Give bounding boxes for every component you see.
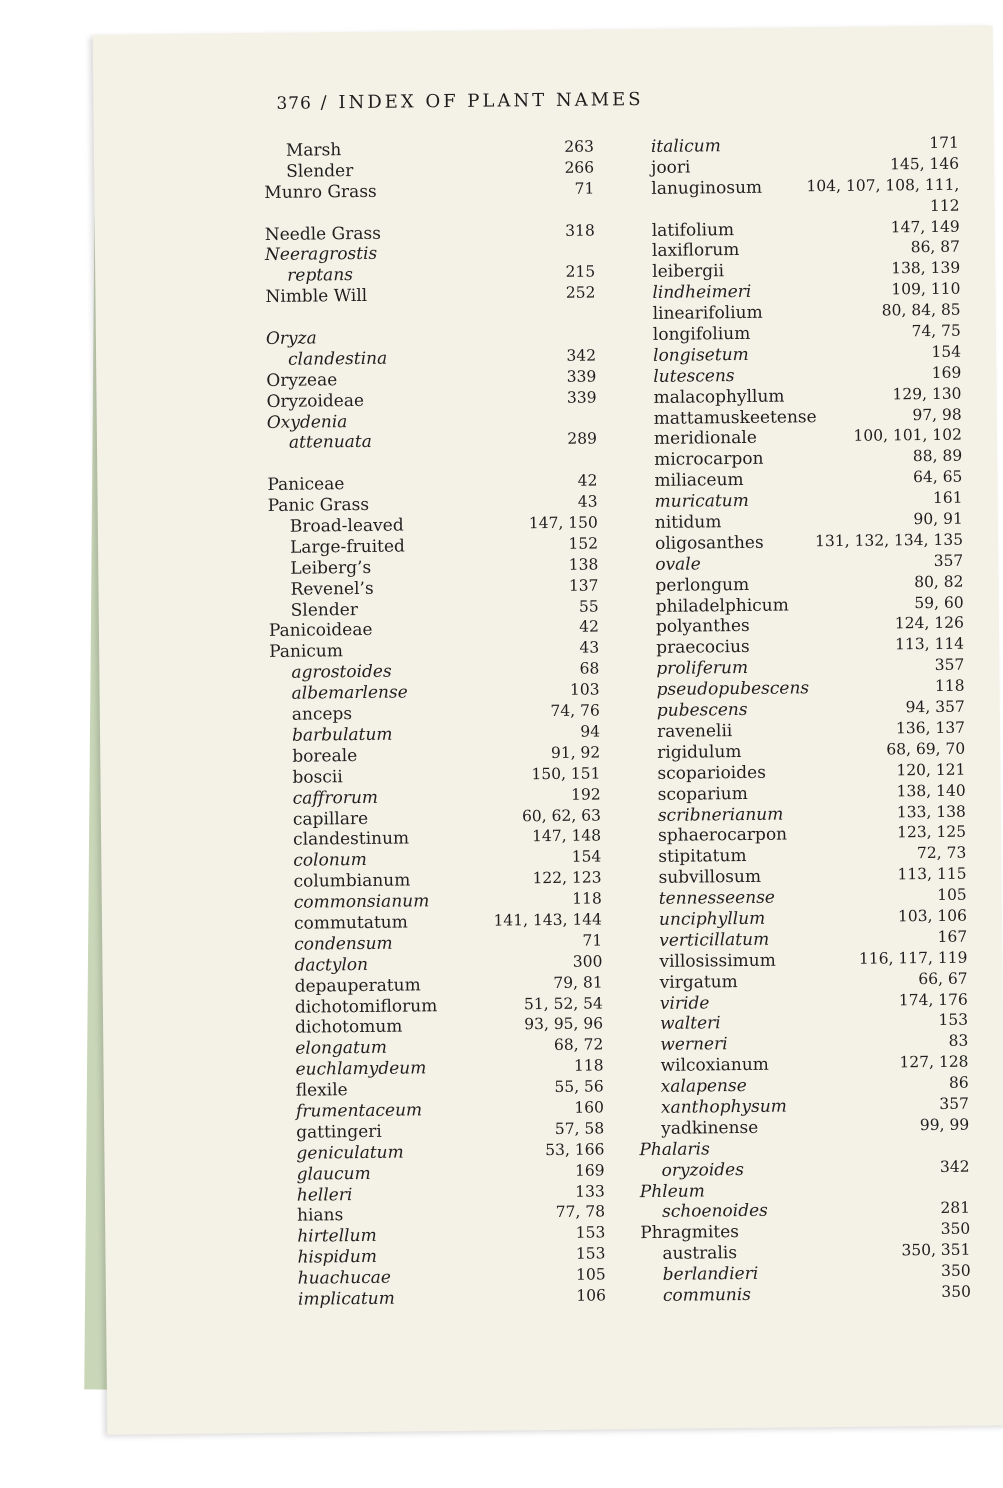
index-term: perlongum: [655, 574, 750, 596]
index-page-refs: 105: [937, 885, 967, 905]
index-term: walteri: [659, 1013, 721, 1035]
index-term: depauperatum: [294, 974, 421, 997]
index-term: lutescens: [653, 365, 735, 387]
index-term: albemarlense: [291, 682, 408, 704]
index-page-refs: 171: [929, 133, 959, 152]
index-term: pseudopubescens: [656, 678, 810, 701]
index-term: implicatum: [297, 1288, 395, 1310]
index-page-refs: 169: [931, 363, 962, 382]
index-term: longisetum: [652, 344, 749, 366]
index-term: hirtellum: [297, 1226, 377, 1247]
index-page-refs: 215: [565, 262, 596, 282]
index-term: Slender: [286, 160, 354, 182]
index-term: berlandieri: [662, 1263, 759, 1285]
index-term: Marsh: [285, 140, 342, 161]
index-page-refs: 83: [948, 1031, 969, 1051]
index-term: huachucae: [297, 1267, 392, 1289]
index-page-refs: 43: [579, 638, 600, 658]
index-page-refs: 99, 99: [919, 1115, 970, 1135]
index-term: laxiflorum: [651, 240, 740, 262]
index-page-refs: 97, 98: [912, 405, 962, 424]
index-page-refs: 192: [570, 785, 601, 804]
index-term: xalapense: [660, 1076, 747, 1097]
index-page-refs: 153: [575, 1223, 606, 1243]
index-term: reptans: [287, 265, 354, 287]
index-page-refs: 150, 151: [531, 764, 601, 783]
index-page-refs: 86: [948, 1073, 969, 1092]
index-term: oryzoides: [661, 1159, 744, 1181]
index-term: lanuginosum: [651, 177, 763, 199]
index-term: lindheimeri: [652, 282, 752, 304]
index-term: praecocius: [656, 637, 750, 659]
index-term: villosissimum: [659, 950, 776, 972]
index-page-refs: 106: [576, 1286, 607, 1305]
index-term: clandestina: [288, 348, 388, 370]
index-entry: [267, 430, 597, 454]
index-page-refs: 80, 82: [914, 572, 964, 591]
index-term: ovale: [655, 554, 701, 575]
index-page-refs: 138: [568, 555, 599, 574]
index-page-refs: 57, 58: [554, 1119, 605, 1138]
index-page-refs: 103: [569, 680, 600, 699]
index-page-refs: 252: [565, 283, 596, 303]
index-term: Slender: [290, 599, 359, 621]
page-number: 376: [276, 93, 312, 114]
index-page-refs: 300: [572, 952, 603, 971]
index-page-refs: 91, 92: [550, 743, 601, 762]
index-page-refs: 105: [576, 1265, 606, 1284]
index-page-refs: 113, 115: [897, 864, 967, 884]
index-page-refs: 116, 117, 119: [858, 948, 968, 968]
page-title: INDEX OF PLANT NAMES: [338, 88, 644, 114]
index-column-left: [264, 138, 606, 1311]
index-page-refs: 154: [931, 342, 962, 361]
index-page-refs: 118: [934, 676, 965, 696]
index-page-refs: 43: [577, 492, 598, 511]
index-term: commutatum: [293, 912, 408, 934]
index-page-refs: 55: [578, 597, 599, 616]
index-page-refs: 94: [580, 722, 601, 741]
index-page-refs: 174, 176: [898, 990, 968, 1009]
index-page-refs: 133: [575, 1181, 605, 1201]
index-term: Munro Grass: [264, 181, 377, 203]
index-term: capillare: [292, 808, 369, 830]
index-entry: [264, 179, 594, 203]
index-page-refs: 137: [568, 576, 599, 595]
index-page-refs: 167: [937, 927, 968, 946]
index-page-refs: 42: [577, 471, 598, 490]
index-page-refs: 93, 95, 96: [524, 1014, 604, 1034]
index-page-refs: 71: [574, 179, 595, 198]
index-page-refs: 350: [940, 1219, 971, 1239]
index-term: Phragmites: [640, 1222, 740, 1244]
index-page-refs: 66, 67: [918, 969, 968, 988]
index-term: latifolium: [651, 219, 735, 241]
index-page-refs: 153: [575, 1244, 606, 1263]
index-term: malacophyllum: [653, 386, 785, 408]
index-term: helleri: [296, 1184, 353, 1206]
index-page-refs: 64, 65: [912, 467, 963, 487]
index-term: barbulatum: [291, 724, 393, 746]
index-term: microcarpon: [654, 449, 764, 471]
index-page-refs: 68, 72: [553, 1035, 604, 1055]
index-term: unciphyllum: [658, 908, 766, 930]
index-term: mattamuskeetense: [653, 406, 817, 429]
index-term: elongatum: [295, 1038, 388, 1059]
index-page-refs: 100, 101, 102: [853, 426, 963, 446]
index-page-refs: 74, 76: [550, 701, 600, 721]
index-page-refs: 124, 126: [894, 614, 964, 633]
index-term: Neeragrostis: [264, 244, 378, 266]
index-page-refs: 55, 56: [554, 1077, 604, 1097]
index-page-refs: 350, 351: [901, 1240, 971, 1260]
index-term: Revenel’s: [290, 578, 374, 600]
index-page-refs: 123, 125: [896, 823, 967, 842]
index-term: dactylon: [294, 954, 369, 976]
index-term: Nimble Will: [265, 286, 368, 308]
index-page-refs: 109, 110: [891, 279, 961, 299]
index-page-refs: 131, 132, 134, 135: [815, 530, 964, 551]
index-term: Oryzeae: [266, 370, 338, 391]
index-term: Paniceae: [267, 474, 345, 496]
index-term: subvillosum: [658, 866, 762, 889]
index-page-refs: 113, 114: [895, 635, 965, 654]
index-page-refs: 74, 75: [911, 321, 961, 341]
index-page-refs: 147, 149: [890, 217, 960, 236]
index-term: scoparium: [657, 783, 748, 805]
index-term: italicum: [650, 136, 721, 157]
index-term: tennesseense: [658, 887, 776, 909]
index-term: dichotomum: [295, 1016, 403, 1039]
index-term: glaucum: [296, 1163, 371, 1185]
index-term: colonum: [293, 850, 367, 871]
index-page-refs: 350: [940, 1261, 971, 1281]
index-page-refs: 122, 123: [532, 868, 602, 888]
index-term: anceps: [291, 704, 353, 725]
index-page-refs: 68: [579, 659, 600, 678]
index-entry: [276, 1286, 606, 1310]
index-page-refs: 103, 106: [897, 906, 968, 926]
index-page-refs: 160: [574, 1098, 605, 1117]
header-separator: /: [320, 92, 330, 114]
index-entry: [641, 1283, 971, 1307]
index-page-refs: 80, 84, 85: [881, 300, 961, 320]
index-term: dichotomiflorum: [294, 995, 438, 1018]
index-term: euchlamydeum: [295, 1058, 427, 1080]
index-term: rigidulum: [657, 741, 742, 763]
index-term: boscii: [292, 766, 343, 788]
index-page-refs: 161: [932, 488, 963, 508]
index-page-refs: 138, 140: [896, 781, 966, 800]
index-page-refs: 357: [934, 655, 965, 675]
index-page-refs: 350: [941, 1282, 971, 1301]
index-term: ravenelii: [656, 721, 733, 742]
index-page-refs: 147, 150: [528, 513, 598, 533]
index-term: joori: [651, 157, 691, 178]
index-page-refs: 154: [571, 847, 602, 867]
index-page-refs: 129, 130: [892, 384, 962, 404]
index-term: longifolium: [652, 323, 751, 345]
index-page-refs: 136, 137: [895, 718, 966, 738]
index-term: yadkinense: [661, 1117, 759, 1139]
index-page-refs: 104, 107, 108, 111,: [806, 175, 960, 196]
index-page-refs: 357: [939, 1094, 970, 1113]
index-term: schoenoides: [661, 1201, 768, 1223]
index-term: hispidum: [297, 1247, 378, 1268]
index-page-refs: 133, 138: [896, 802, 966, 821]
index-page-refs: 72, 73: [916, 843, 967, 863]
index-term: caffrorum: [292, 787, 379, 809]
index-term: Oxydenia: [266, 411, 348, 433]
index-page-refs: 112: [929, 196, 960, 215]
index-page-refs: 90, 91: [913, 509, 963, 529]
index-term: linearifolium: [652, 302, 763, 325]
index-term: oligosanthes: [654, 532, 764, 554]
index-page-refs: 152: [568, 534, 599, 553]
index-term: Phalaris: [639, 1139, 710, 1160]
index-page-refs: 77, 78: [555, 1202, 606, 1222]
index-term: wilcoxianum: [660, 1054, 769, 1077]
index-page-refs: 42: [579, 617, 600, 637]
index-page-refs: 51, 52, 54: [523, 993, 603, 1013]
index-term: nitidum: [654, 512, 722, 533]
index-term: Broad-leaved: [289, 515, 404, 537]
index-page-refs: 169: [574, 1161, 605, 1180]
index-term: condensum: [294, 933, 393, 955]
index-term: clandestinum: [293, 828, 410, 851]
index-page-refs: 88, 89: [912, 447, 963, 466]
index-term: Oryzoideae: [266, 390, 365, 412]
index-page-refs: 59, 60: [914, 593, 964, 612]
index-term: australis: [662, 1243, 738, 1265]
index-term: viride: [659, 992, 710, 1014]
index-page-refs: 71: [582, 931, 603, 950]
index-term: agrostoides: [291, 661, 392, 683]
index-term: scribnerianum: [657, 804, 784, 826]
index-term: virgatum: [659, 971, 738, 993]
index-term: columbianum: [293, 870, 411, 892]
index-term: philadelphicum: [655, 595, 789, 617]
index-page-refs: 147, 148: [531, 826, 602, 846]
index-term: gattingeri: [296, 1121, 382, 1143]
index-page-refs: 138, 139: [891, 259, 961, 278]
book-page: [93, 25, 1003, 1434]
index-term: flexile: [295, 1080, 348, 1101]
index-term: proliferum: [656, 658, 749, 680]
index-page-refs: 118: [572, 889, 602, 908]
index-term: Needle Grass: [264, 223, 381, 245]
index-page-refs: 318: [565, 221, 595, 240]
index-page-refs: 342: [939, 1157, 970, 1176]
index-column-right: [629, 134, 971, 1307]
index-term: meridionale: [653, 428, 757, 450]
index-page-refs: 266: [564, 158, 595, 177]
index-page-refs: 342: [566, 346, 597, 365]
index-term: pubescens: [656, 699, 748, 721]
index-page-refs: 127, 128: [899, 1052, 969, 1072]
index-term: miliaceum: [654, 470, 744, 492]
index-page-refs: 120, 121: [896, 760, 966, 780]
index-term: attenuata: [288, 432, 372, 454]
index-page-refs: 141, 143, 144: [493, 910, 603, 930]
index-page-refs: 357: [933, 551, 964, 570]
index-term: Panic Grass: [267, 495, 370, 517]
index-term: Phleum: [639, 1180, 705, 1202]
index-term: communis: [662, 1284, 752, 1306]
index-term: xanthophysum: [660, 1096, 787, 1118]
index-term: leibergii: [652, 261, 725, 283]
running-header: [276, 89, 643, 114]
index-page-refs: 94, 357: [905, 697, 965, 717]
index-term: Large-fruited: [289, 536, 406, 558]
index-term: Oryza: [265, 328, 317, 349]
index-term: muricatum: [654, 491, 749, 513]
index-term: werneri: [660, 1034, 728, 1056]
index-term: hians: [296, 1205, 344, 1227]
index-page-refs: 60, 62, 63: [521, 805, 601, 825]
index-term: Panicum: [269, 641, 344, 663]
index-term: Leiberg’s: [290, 557, 372, 579]
index-term: Panicoideae: [268, 620, 373, 642]
index-page-refs: 86, 87: [910, 238, 961, 257]
index-page-refs: 118: [573, 1056, 604, 1075]
index-page-refs: 53, 166: [545, 1140, 605, 1159]
index-page-refs: 68, 69, 70: [886, 739, 966, 759]
index-entry: [265, 284, 595, 308]
index-page-refs: 153: [938, 1011, 969, 1030]
index-page-refs: 281: [940, 1199, 971, 1218]
index-term: geniculatum: [296, 1142, 404, 1164]
index-term: commonsianum: [293, 891, 430, 913]
index-term: scoparioides: [657, 762, 766, 784]
index-page-refs: 145, 146: [889, 154, 960, 174]
index-page-refs: 289: [567, 429, 598, 449]
index-term: boreale: [292, 745, 358, 767]
index-term: stipitatum: [658, 846, 747, 868]
index-term: polyanthes: [655, 616, 750, 638]
index-page-refs: 339: [566, 367, 597, 386]
index-page-refs: 79, 81: [553, 973, 603, 992]
index-page-refs: 339: [566, 388, 597, 407]
index-page-refs: 263: [564, 137, 594, 156]
index-term: sphaerocarpon: [658, 824, 788, 847]
index-term: verticillatum: [659, 929, 770, 951]
index-term: frumentaceum: [295, 1100, 423, 1122]
